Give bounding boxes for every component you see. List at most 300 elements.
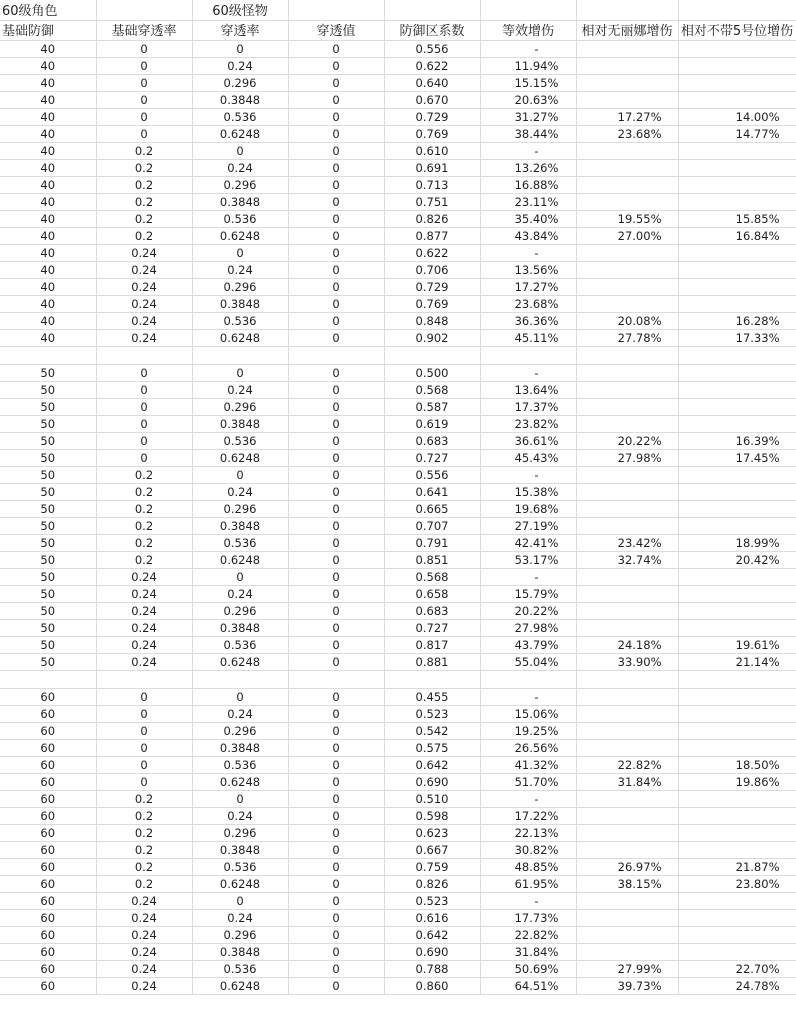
cell-rel-no-slot5[interactable]: 18.99% — [678, 534, 796, 551]
cell-char-def[interactable]: 50 — [0, 568, 96, 585]
cell-char-def[interactable]: 60 — [0, 688, 96, 705]
cell-char-def[interactable]: 40 — [0, 193, 96, 210]
cell-monster-pen[interactable]: 0.296 — [192, 74, 288, 91]
cell-def-coef[interactable]: 0.788 — [384, 960, 480, 977]
cell-char-def[interactable]: 50 — [0, 585, 96, 602]
cell-equiv-inc[interactable]: 38.44% — [480, 125, 576, 142]
cell-monster-pen[interactable]: 0.296 — [192, 926, 288, 943]
cell-equiv-inc[interactable]: 55.04% — [480, 653, 576, 670]
cell-def-coef[interactable]: 0.610 — [384, 142, 480, 159]
cell-char-def[interactable]: 40 — [0, 91, 96, 108]
cell-char-def[interactable]: 60 — [0, 705, 96, 722]
cell-rel-no-slot5[interactable]: 16.28% — [678, 312, 796, 329]
cell-pen-value[interactable]: 0 — [288, 193, 384, 210]
cell-pen-value[interactable]: 0 — [288, 227, 384, 244]
cell-equiv-inc[interactable]: 17.37% — [480, 398, 576, 415]
cell-pen-value[interactable]: 0 — [288, 926, 384, 943]
cell-def-coef[interactable]: 0.622 — [384, 57, 480, 74]
cell-def-coef[interactable]: 0.622 — [384, 244, 480, 261]
cell-char-def[interactable]: 40 — [0, 40, 96, 57]
cell-equiv-inc[interactable]: 20.22% — [480, 602, 576, 619]
cell-rel-no-slot5[interactable] — [678, 619, 796, 636]
cell-base-pen[interactable]: 0.24 — [96, 943, 192, 960]
cell-base-pen[interactable]: 0 — [96, 722, 192, 739]
cell-rel-no-lina[interactable] — [576, 295, 678, 312]
cell-pen-value[interactable]: 0 — [288, 500, 384, 517]
cell-monster-pen[interactable]: 0.536 — [192, 108, 288, 125]
cell-rel-no-slot5[interactable] — [678, 381, 796, 398]
cell-rel-no-lina[interactable] — [576, 74, 678, 91]
cell-base-pen[interactable]: 0.2 — [96, 790, 192, 807]
cell-rel-no-slot5[interactable] — [678, 466, 796, 483]
cell-pen-value[interactable]: 0 — [288, 57, 384, 74]
cell-rel-no-slot5[interactable]: 14.77% — [678, 125, 796, 142]
cell-rel-no-lina[interactable] — [576, 739, 678, 756]
cell-rel-no-lina[interactable] — [576, 91, 678, 108]
cell-base-pen[interactable]: 0.2 — [96, 824, 192, 841]
cell-base-pen[interactable]: 0 — [96, 57, 192, 74]
cell-char-def[interactable]: 50 — [0, 534, 96, 551]
cell-rel-no-lina[interactable] — [576, 381, 678, 398]
cell-rel-no-lina[interactable] — [576, 705, 678, 722]
cell-char-def[interactable]: 50 — [0, 364, 96, 381]
cell-equiv-inc[interactable]: 15.79% — [480, 585, 576, 602]
cell-rel-no-lina[interactable]: 32.74% — [576, 551, 678, 568]
cell-pen-value[interactable]: 0 — [288, 960, 384, 977]
cell-def-coef[interactable]: 0.691 — [384, 159, 480, 176]
cell-equiv-inc[interactable]: 35.40% — [480, 210, 576, 227]
cell-def-coef[interactable]: 0.860 — [384, 977, 480, 994]
cell-base-pen[interactable]: 0 — [96, 108, 192, 125]
cell-def-coef[interactable]: 0.556 — [384, 466, 480, 483]
cell-pen-value[interactable]: 0 — [288, 705, 384, 722]
cell-char-def[interactable]: 40 — [0, 125, 96, 142]
cell-char-def[interactable] — [0, 346, 96, 364]
cell-pen-value[interactable]: 0 — [288, 210, 384, 227]
cell-rel-no-lina[interactable] — [576, 602, 678, 619]
cell-monster-pen[interactable]: 0.24 — [192, 159, 288, 176]
cell-equiv-inc[interactable]: 17.22% — [480, 807, 576, 824]
cell-equiv-inc[interactable]: 16.88% — [480, 176, 576, 193]
cell-monster-pen[interactable]: 0 — [192, 568, 288, 585]
cell-rel-no-lina[interactable]: 23.42% — [576, 534, 678, 551]
cell-pen-value[interactable]: 0 — [288, 415, 384, 432]
cell-monster-pen[interactable]: 0.536 — [192, 858, 288, 875]
cell-char-def[interactable]: 50 — [0, 619, 96, 636]
cell-pen-value[interactable]: 0 — [288, 432, 384, 449]
cell-monster-pen[interactable]: 0 — [192, 40, 288, 57]
cell-rel-no-lina[interactable]: 38.15% — [576, 875, 678, 892]
cell-pen-value[interactable]: 0 — [288, 722, 384, 739]
cell-equiv-inc[interactable]: 31.84% — [480, 943, 576, 960]
cell-rel-no-slot5[interactable] — [678, 91, 796, 108]
cell-pen-value[interactable] — [288, 670, 384, 688]
cell-pen-value[interactable]: 0 — [288, 466, 384, 483]
cell-rel-no-slot5[interactable] — [678, 500, 796, 517]
cell-base-pen[interactable]: 0.24 — [96, 619, 192, 636]
cell-char-def[interactable]: 50 — [0, 466, 96, 483]
cell-rel-no-slot5[interactable] — [678, 892, 796, 909]
cell-char-def[interactable]: 40 — [0, 261, 96, 278]
cell-monster-pen[interactable]: 0.536 — [192, 210, 288, 227]
cell-char-def[interactable]: 40 — [0, 312, 96, 329]
cell-base-pen[interactable]: 0 — [96, 688, 192, 705]
cell-pen-value[interactable]: 0 — [288, 261, 384, 278]
cell-monster-pen[interactable]: 0.296 — [192, 824, 288, 841]
cell-monster-pen[interactable]: 0.6248 — [192, 875, 288, 892]
cell-char-def[interactable]: 40 — [0, 159, 96, 176]
cell-rel-no-lina[interactable] — [576, 159, 678, 176]
cell-base-pen[interactable]: 0.2 — [96, 500, 192, 517]
cell-monster-pen[interactable]: 0.3848 — [192, 193, 288, 210]
cell-equiv-inc[interactable]: 26.56% — [480, 739, 576, 756]
cell-pen-value[interactable]: 0 — [288, 74, 384, 91]
cell-rel-no-lina[interactable] — [576, 824, 678, 841]
cell-char-def[interactable]: 60 — [0, 756, 96, 773]
cell-equiv-inc[interactable]: 15.06% — [480, 705, 576, 722]
cell-pen-value[interactable]: 0 — [288, 807, 384, 824]
cell-rel-no-lina[interactable]: 26.97% — [576, 858, 678, 875]
cell-rel-no-lina[interactable] — [576, 909, 678, 926]
cell-monster-pen[interactable]: 0 — [192, 244, 288, 261]
cell-pen-value[interactable]: 0 — [288, 517, 384, 534]
cell-pen-value[interactable]: 0 — [288, 176, 384, 193]
cell-equiv-inc[interactable]: 51.70% — [480, 773, 576, 790]
cell-rel-no-slot5[interactable]: 18.50% — [678, 756, 796, 773]
cell-monster-pen[interactable]: 0.296 — [192, 176, 288, 193]
cell-rel-no-lina[interactable] — [576, 500, 678, 517]
header-empty-cell[interactable] — [288, 0, 384, 20]
cell-equiv-inc[interactable]: - — [480, 40, 576, 57]
cell-rel-no-slot5[interactable]: 17.33% — [678, 329, 796, 346]
cell-base-pen[interactable]: 0.2 — [96, 227, 192, 244]
cell-char-def[interactable]: 50 — [0, 381, 96, 398]
cell-rel-no-slot5[interactable]: 16.39% — [678, 432, 796, 449]
cell-char-def[interactable]: 50 — [0, 602, 96, 619]
cell-rel-no-slot5[interactable] — [678, 346, 796, 364]
cell-def-coef[interactable]: 0.826 — [384, 875, 480, 892]
cell-rel-no-lina[interactable] — [576, 483, 678, 500]
cell-rel-no-slot5[interactable] — [678, 415, 796, 432]
cell-base-pen[interactable]: 0.24 — [96, 295, 192, 312]
cell-rel-no-slot5[interactable] — [678, 841, 796, 858]
cell-rel-no-lina[interactable]: 31.84% — [576, 773, 678, 790]
cell-pen-value[interactable]: 0 — [288, 449, 384, 466]
cell-monster-pen[interactable]: 0.24 — [192, 381, 288, 398]
cell-pen-value[interactable]: 0 — [288, 773, 384, 790]
cell-char-def[interactable]: 40 — [0, 329, 96, 346]
cell-base-pen[interactable]: 0 — [96, 381, 192, 398]
cell-rel-no-slot5[interactable]: 14.00% — [678, 108, 796, 125]
cell-equiv-inc[interactable]: 27.19% — [480, 517, 576, 534]
cell-def-coef[interactable]: 0.706 — [384, 261, 480, 278]
cell-def-coef[interactable]: 0.598 — [384, 807, 480, 824]
cell-def-coef[interactable]: 0.642 — [384, 756, 480, 773]
header-monster-pen-top[interactable]: 60级怪物 — [192, 0, 288, 20]
cell-monster-pen[interactable]: 0 — [192, 790, 288, 807]
cell-def-coef[interactable]: 0.556 — [384, 40, 480, 57]
cell-char-def[interactable]: 40 — [0, 57, 96, 74]
cell-pen-value[interactable]: 0 — [288, 244, 384, 261]
cell-monster-pen[interactable] — [192, 346, 288, 364]
cell-equiv-inc[interactable] — [480, 346, 576, 364]
header-empty-cell[interactable] — [96, 0, 192, 20]
cell-rel-no-slot5[interactable]: 17.45% — [678, 449, 796, 466]
cell-base-pen[interactable]: 0.2 — [96, 517, 192, 534]
cell-pen-value[interactable]: 0 — [288, 295, 384, 312]
cell-equiv-inc[interactable]: 41.32% — [480, 756, 576, 773]
cell-rel-no-lina[interactable] — [576, 415, 678, 432]
cell-monster-pen[interactable]: 0.3848 — [192, 619, 288, 636]
cell-def-coef[interactable]: 0.665 — [384, 500, 480, 517]
cell-char-def[interactable]: 40 — [0, 74, 96, 91]
cell-char-def[interactable]: 40 — [0, 244, 96, 261]
cell-rel-no-lina[interactable]: 24.18% — [576, 636, 678, 653]
cell-monster-pen[interactable]: 0.296 — [192, 500, 288, 517]
cell-rel-no-lina[interactable] — [576, 926, 678, 943]
header-monster-pen[interactable]: 穿透率 — [192, 20, 288, 40]
cell-char-def[interactable]: 50 — [0, 432, 96, 449]
cell-base-pen[interactable]: 0.24 — [96, 602, 192, 619]
cell-pen-value[interactable]: 0 — [288, 892, 384, 909]
cell-char-def[interactable]: 50 — [0, 636, 96, 653]
cell-char-def[interactable]: 60 — [0, 790, 96, 807]
cell-base-pen[interactable]: 0.2 — [96, 841, 192, 858]
cell-equiv-inc[interactable]: 22.13% — [480, 824, 576, 841]
cell-char-def[interactable]: 50 — [0, 415, 96, 432]
cell-rel-no-slot5[interactable] — [678, 943, 796, 960]
cell-def-coef[interactable]: 0.542 — [384, 722, 480, 739]
cell-rel-no-slot5[interactable] — [678, 244, 796, 261]
cell-monster-pen[interactable]: 0.296 — [192, 278, 288, 295]
cell-pen-value[interactable]: 0 — [288, 142, 384, 159]
cell-monster-pen[interactable]: 0.3848 — [192, 91, 288, 108]
cell-rel-no-lina[interactable] — [576, 790, 678, 807]
cell-monster-pen[interactable]: 0.24 — [192, 57, 288, 74]
header-def-coef[interactable]: 防御区系数 — [384, 20, 480, 40]
cell-char-def[interactable]: 40 — [0, 176, 96, 193]
cell-pen-value[interactable]: 0 — [288, 568, 384, 585]
cell-pen-value[interactable]: 0 — [288, 108, 384, 125]
cell-def-coef[interactable]: 0.690 — [384, 943, 480, 960]
cell-equiv-inc[interactable]: - — [480, 790, 576, 807]
cell-rel-no-slot5[interactable] — [678, 568, 796, 585]
cell-pen-value[interactable] — [288, 346, 384, 364]
cell-monster-pen[interactable]: 0.536 — [192, 756, 288, 773]
header-char-def-top[interactable]: 60级角色 — [0, 0, 96, 20]
cell-equiv-inc[interactable]: 43.79% — [480, 636, 576, 653]
cell-equiv-inc[interactable]: - — [480, 244, 576, 261]
cell-char-def[interactable]: 50 — [0, 449, 96, 466]
cell-equiv-inc[interactable]: 23.11% — [480, 193, 576, 210]
cell-monster-pen[interactable]: 0.3848 — [192, 943, 288, 960]
cell-equiv-inc[interactable]: 36.61% — [480, 432, 576, 449]
cell-pen-value[interactable]: 0 — [288, 534, 384, 551]
cell-monster-pen[interactable]: 0 — [192, 142, 288, 159]
cell-base-pen[interactable]: 0.24 — [96, 585, 192, 602]
cell-pen-value[interactable]: 0 — [288, 790, 384, 807]
cell-def-coef[interactable]: 0.575 — [384, 739, 480, 756]
cell-equiv-inc[interactable] — [480, 670, 576, 688]
cell-equiv-inc[interactable]: 15.15% — [480, 74, 576, 91]
cell-equiv-inc[interactable]: 48.85% — [480, 858, 576, 875]
cell-equiv-inc[interactable]: - — [480, 568, 576, 585]
cell-def-coef[interactable]: 0.523 — [384, 892, 480, 909]
cell-char-def[interactable]: 60 — [0, 875, 96, 892]
cell-base-pen[interactable]: 0 — [96, 756, 192, 773]
cell-rel-no-lina[interactable] — [576, 40, 678, 57]
cell-rel-no-lina[interactable] — [576, 364, 678, 381]
cell-pen-value[interactable]: 0 — [288, 688, 384, 705]
cell-base-pen[interactable]: 0.2 — [96, 176, 192, 193]
cell-rel-no-slot5[interactable]: 21.87% — [678, 858, 796, 875]
cell-rel-no-slot5[interactable] — [678, 483, 796, 500]
cell-rel-no-lina[interactable] — [576, 688, 678, 705]
cell-equiv-inc[interactable]: 30.82% — [480, 841, 576, 858]
cell-equiv-inc[interactable]: 11.94% — [480, 57, 576, 74]
cell-pen-value[interactable]: 0 — [288, 159, 384, 176]
cell-rel-no-slot5[interactable] — [678, 40, 796, 57]
cell-base-pen[interactable]: 0 — [96, 74, 192, 91]
cell-def-coef[interactable]: 0.881 — [384, 653, 480, 670]
cell-base-pen[interactable]: 0.2 — [96, 534, 192, 551]
cell-base-pen[interactable] — [96, 670, 192, 688]
header-base-pen[interactable]: 基础穿透率 — [96, 20, 192, 40]
cell-pen-value[interactable]: 0 — [288, 653, 384, 670]
cell-rel-no-slot5[interactable] — [678, 670, 796, 688]
cell-rel-no-slot5[interactable] — [678, 74, 796, 91]
cell-base-pen[interactable]: 0.24 — [96, 926, 192, 943]
cell-base-pen[interactable]: 0.24 — [96, 244, 192, 261]
cell-monster-pen[interactable]: 0.3848 — [192, 415, 288, 432]
cell-equiv-inc[interactable]: 13.26% — [480, 159, 576, 176]
cell-char-def[interactable]: 60 — [0, 841, 96, 858]
cell-base-pen[interactable]: 0.2 — [96, 551, 192, 568]
cell-def-coef[interactable]: 0.690 — [384, 773, 480, 790]
cell-rel-no-slot5[interactable] — [678, 159, 796, 176]
cell-equiv-inc[interactable]: 13.56% — [480, 261, 576, 278]
cell-char-def[interactable]: 60 — [0, 773, 96, 790]
cell-rel-no-slot5[interactable] — [678, 517, 796, 534]
cell-rel-no-lina[interactable] — [576, 568, 678, 585]
cell-base-pen[interactable]: 0 — [96, 773, 192, 790]
cell-rel-no-slot5[interactable] — [678, 278, 796, 295]
cell-monster-pen[interactable]: 0.24 — [192, 483, 288, 500]
cell-equiv-inc[interactable]: 50.69% — [480, 960, 576, 977]
cell-def-coef[interactable]: 0.769 — [384, 125, 480, 142]
cell-rel-no-slot5[interactable]: 24.78% — [678, 977, 796, 994]
cell-equiv-inc[interactable]: 13.64% — [480, 381, 576, 398]
cell-rel-no-lina[interactable] — [576, 670, 678, 688]
cell-rel-no-slot5[interactable] — [678, 807, 796, 824]
cell-char-def[interactable]: 60 — [0, 926, 96, 943]
cell-monster-pen[interactable] — [192, 670, 288, 688]
cell-rel-no-lina[interactable] — [576, 722, 678, 739]
cell-monster-pen[interactable]: 0.3848 — [192, 841, 288, 858]
cell-char-def[interactable]: 60 — [0, 858, 96, 875]
cell-monster-pen[interactable]: 0.24 — [192, 705, 288, 722]
cell-char-def[interactable]: 50 — [0, 398, 96, 415]
cell-equiv-inc[interactable]: 64.51% — [480, 977, 576, 994]
cell-rel-no-lina[interactable] — [576, 619, 678, 636]
cell-rel-no-lina[interactable]: 20.22% — [576, 432, 678, 449]
cell-base-pen[interactable]: 0 — [96, 364, 192, 381]
cell-monster-pen[interactable]: 0 — [192, 364, 288, 381]
cell-pen-value[interactable]: 0 — [288, 125, 384, 142]
cell-rel-no-lina[interactable] — [576, 892, 678, 909]
cell-char-def[interactable] — [0, 670, 96, 688]
cell-rel-no-lina[interactable]: 27.98% — [576, 449, 678, 466]
cell-monster-pen[interactable]: 0.6248 — [192, 551, 288, 568]
cell-rel-no-slot5[interactable] — [678, 909, 796, 926]
header-empty-cell[interactable] — [384, 0, 480, 20]
cell-def-coef[interactable]: 0.500 — [384, 364, 480, 381]
cell-monster-pen[interactable]: 0.6248 — [192, 653, 288, 670]
cell-rel-no-slot5[interactable] — [678, 364, 796, 381]
cell-equiv-inc[interactable]: 22.82% — [480, 926, 576, 943]
cell-def-coef[interactable]: 0.658 — [384, 585, 480, 602]
cell-base-pen[interactable]: 0.24 — [96, 960, 192, 977]
cell-equiv-inc[interactable]: - — [480, 364, 576, 381]
cell-rel-no-lina[interactable]: 23.68% — [576, 125, 678, 142]
cell-base-pen[interactable]: 0.2 — [96, 807, 192, 824]
cell-rel-no-slot5[interactable] — [678, 722, 796, 739]
cell-rel-no-lina[interactable] — [576, 244, 678, 261]
cell-char-def[interactable]: 60 — [0, 722, 96, 739]
cell-pen-value[interactable]: 0 — [288, 636, 384, 653]
cell-def-coef[interactable]: 0.877 — [384, 227, 480, 244]
cell-monster-pen[interactable]: 0.6248 — [192, 329, 288, 346]
cell-def-coef[interactable]: 0.707 — [384, 517, 480, 534]
cell-rel-no-slot5[interactable]: 23.80% — [678, 875, 796, 892]
cell-pen-value[interactable]: 0 — [288, 91, 384, 108]
cell-char-def[interactable]: 50 — [0, 653, 96, 670]
cell-equiv-inc[interactable]: - — [480, 892, 576, 909]
cell-rel-no-slot5[interactable] — [678, 824, 796, 841]
cell-def-coef[interactable]: 0.623 — [384, 824, 480, 841]
cell-rel-no-lina[interactable]: 22.82% — [576, 756, 678, 773]
cell-equiv-inc[interactable]: 61.95% — [480, 875, 576, 892]
cell-rel-no-lina[interactable] — [576, 278, 678, 295]
cell-rel-no-slot5[interactable] — [678, 176, 796, 193]
cell-rel-no-slot5[interactable] — [678, 790, 796, 807]
cell-def-coef[interactable]: 0.759 — [384, 858, 480, 875]
header-rel-no-lina[interactable]: 相对无丽娜增伤 — [576, 20, 678, 40]
cell-def-coef[interactable]: 0.851 — [384, 551, 480, 568]
cell-rel-no-slot5[interactable] — [678, 193, 796, 210]
cell-monster-pen[interactable]: 0.536 — [192, 960, 288, 977]
cell-pen-value[interactable]: 0 — [288, 329, 384, 346]
cell-rel-no-lina[interactable] — [576, 398, 678, 415]
cell-def-coef[interactable]: 0.817 — [384, 636, 480, 653]
cell-equiv-inc[interactable]: 36.36% — [480, 312, 576, 329]
cell-base-pen[interactable]: 0.2 — [96, 483, 192, 500]
cell-rel-no-lina[interactable] — [576, 57, 678, 74]
cell-monster-pen[interactable]: 0.536 — [192, 636, 288, 653]
cell-rel-no-lina[interactable] — [576, 176, 678, 193]
cell-rel-no-lina[interactable]: 39.73% — [576, 977, 678, 994]
cell-rel-no-slot5[interactable] — [678, 602, 796, 619]
cell-rel-no-lina[interactable] — [576, 466, 678, 483]
cell-base-pen[interactable]: 0.24 — [96, 312, 192, 329]
cell-char-def[interactable]: 40 — [0, 108, 96, 125]
cell-base-pen[interactable]: 0.24 — [96, 329, 192, 346]
cell-def-coef[interactable]: 0.848 — [384, 312, 480, 329]
cell-def-coef[interactable]: 0.619 — [384, 415, 480, 432]
cell-base-pen[interactable]: 0 — [96, 398, 192, 415]
cell-monster-pen[interactable]: 0.6248 — [192, 977, 288, 994]
cell-rel-no-slot5[interactable]: 19.86% — [678, 773, 796, 790]
